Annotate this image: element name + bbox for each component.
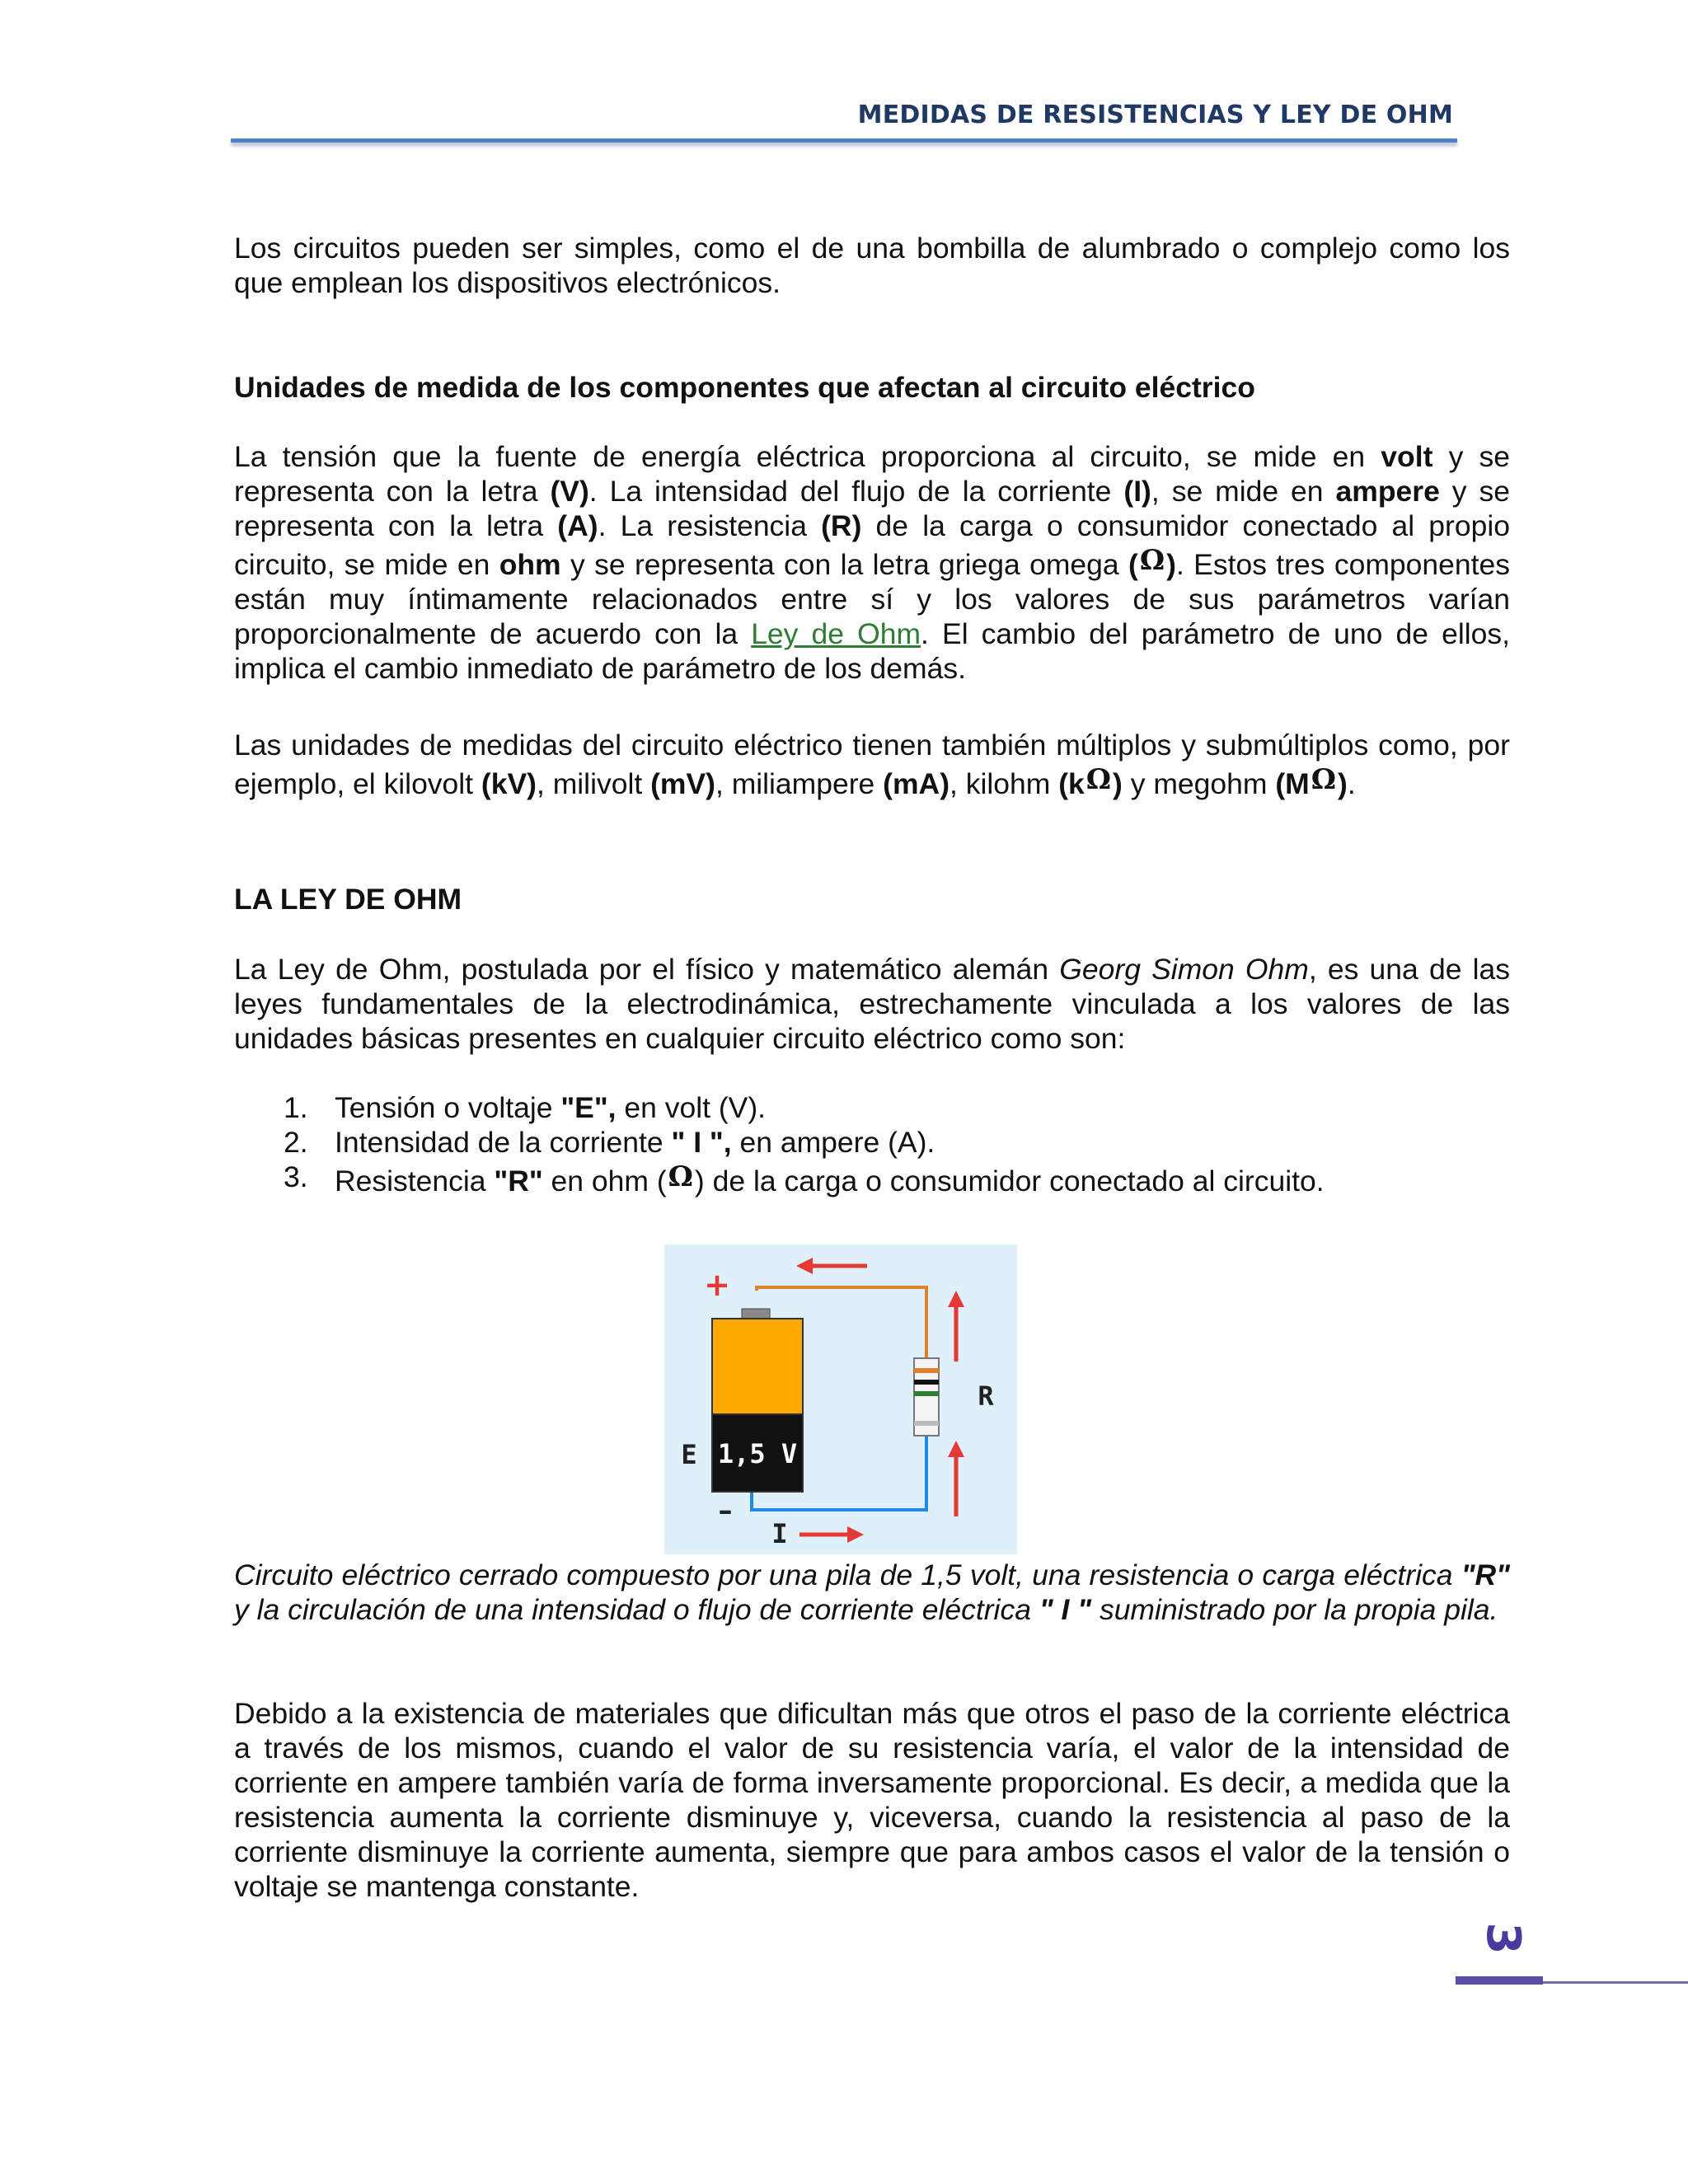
plus-sign: +: [704, 1267, 730, 1303]
list-item: 1. Tensión o voltaje "E", en volt (V).: [284, 1091, 767, 1124]
footer-bar: [1456, 1976, 1543, 1985]
units-heading: Unidades de medida de los componentes que afectan al circuito eléctrico: [234, 371, 1255, 404]
units-paragraph-2: Las unidades de medidas del circuito eléctrico tienen también múltiplos y submúltiplos como, por ejemplo, el kilovolt (kV), milivolt (mV), miliampere (mA), kilohm (kΩ) y megohm (MΩ).: [234, 729, 1510, 800]
units-list: [234, 1090, 1325, 1198]
intro-paragraph: Los circuitos pueden ser simples, como el de una bombilla de alumbrado o complejo como los que emplean los dispositivos electrónicos.: [234, 232, 1510, 299]
resistor-band: [914, 1421, 939, 1426]
resistor-band: [914, 1380, 939, 1385]
omega-symbol: Ω: [1139, 544, 1165, 577]
omega-symbol: Ω: [668, 1160, 693, 1193]
battery-terminal: [742, 1309, 770, 1319]
list-item: 3. Resistencia "R" en ohm (Ω) de la carga o consumidor conectado al circuito.: [284, 1160, 1325, 1197]
ohm-heading: LA LEY DE OHM: [234, 883, 462, 916]
circuit-figure: [664, 1244, 1017, 1554]
omega-symbol: Ω: [1311, 763, 1337, 796]
header-title: MEDIDAS DE RESISTENCIAS Y LEY DE OHM: [857, 101, 1453, 129]
battery-top: [712, 1319, 803, 1414]
figure-caption: Circuito eléctrico cerrado compuesto por una pila de 1,5 volt, una resistencia o carga eléctrica "R" y la circulación de una intensidad o flujo de corriente eléctrica " I " suministrado por la propia pila.: [234, 1558, 1510, 1626]
current-label: I: [771, 1518, 788, 1549]
ohm-paragraph-1: La Ley de Ohm, postulada por el físico y matemático alemán Georg Simon Ohm, es una de las leyes fundamentales de la electrodinámica, estrechamente vinculada a los valores de las unidades básicas presentes en cualquier circuito eléctrico como son:: [234, 953, 1510, 1055]
units-paragraph-1: La tensión que la fuente de energía eléctrica proporciona al circuito, se mide en volt y se representa con la letra (V). La intensidad del flujo de la corriente (I), se mide en ampere y se representa con la letra (A). La resistencia (R) de la carga o consumidor conectado al propio circuito, se mide en ohm y se representa con la letra griega omega (Ω). Estos tres componentes están muy íntimamente relacionados entre sí y los valores de sus parámetros varían proporcionalmente de acuerdo con la Ley de Ohm. El cambio del parámetro de uno de ellos, implica el cambio inmediato de parámetro de los demás.: [234, 440, 1510, 685]
header-rule: [231, 138, 1457, 143]
ohm-paragraph-2: Debido a la existencia de materiales que dificultan más que otros el paso de la corriente eléctrica a través de los mismos, cuando el valor de su resistencia varía, el valor de la intensidad de corriente en ampere también varía de forma inversamente proporcional. Es decir, a medida que la resistencia aumenta la corriente disminuye y, viceversa, cuando la resistencia al paso de la corriente disminuye la corriente aumenta, siempre que para ambos casos el valor de la tensión o voltaje se mantenga constante.: [234, 1697, 1510, 1903]
battery-value: 1,5 V: [717, 1438, 798, 1469]
page-number: 3: [1476, 1922, 1530, 1955]
resistor-band: [914, 1391, 939, 1396]
omega-symbol: Ω: [1085, 763, 1112, 796]
minus-sign: –: [718, 1494, 733, 1527]
list-item: 2. Intensidad de la corriente " I ", en ampere (A).: [284, 1126, 935, 1159]
resistor-label: R: [978, 1380, 994, 1412]
battery-label: E: [681, 1439, 697, 1470]
resistor-band: [914, 1368, 939, 1373]
ley-de-ohm-link[interactable]: Ley de Ohm: [751, 617, 921, 650]
footer-line: [1543, 1981, 1688, 1984]
